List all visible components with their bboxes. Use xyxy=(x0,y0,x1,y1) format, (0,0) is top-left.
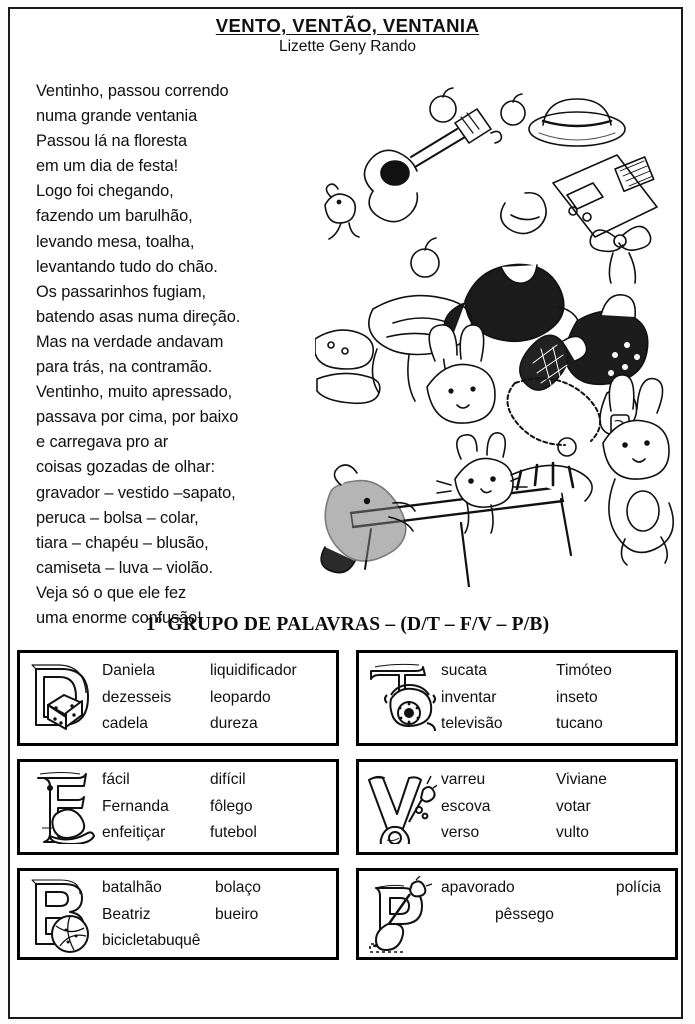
word-box-f[interactable] xyxy=(17,759,339,855)
word-row xyxy=(102,794,332,821)
word: futebol xyxy=(210,824,257,842)
apple-shape xyxy=(411,238,439,277)
word: verso xyxy=(441,824,480,842)
word-box-row xyxy=(17,650,678,746)
word-list xyxy=(437,875,671,928)
word: Timóteo xyxy=(556,662,612,680)
word: apavorado xyxy=(441,879,515,896)
shoe-shape xyxy=(315,330,380,403)
word-row xyxy=(441,820,671,847)
word: inseto xyxy=(556,688,598,706)
word-row xyxy=(102,767,332,794)
word-row xyxy=(441,658,671,685)
word-row xyxy=(102,928,332,955)
word: liquidificador xyxy=(210,662,297,680)
hat-shape xyxy=(529,99,625,146)
word-box-d[interactable] xyxy=(17,650,339,746)
word-row xyxy=(102,902,332,929)
word-row xyxy=(102,658,332,685)
word-row xyxy=(441,875,671,902)
word: fôlego xyxy=(210,797,253,815)
poem-line: passava por cima, por baixo xyxy=(36,408,239,427)
word-list xyxy=(98,658,332,738)
rabbit-shape xyxy=(603,375,673,565)
word-groups-container xyxy=(17,650,678,973)
poem-line: Passou lá na floresta xyxy=(36,132,187,151)
poem-line: para trás, na contramão. xyxy=(36,358,213,377)
word-row xyxy=(441,685,671,712)
letter-t-telephone-icon xyxy=(365,659,437,737)
author-name: Lizette Geny Rando xyxy=(278,38,416,56)
poem-line: camiseta – luva – violão. xyxy=(36,558,213,577)
word: polícia xyxy=(615,879,661,896)
poem-line: numa grande ventania xyxy=(36,107,198,126)
word: bolaço xyxy=(215,879,261,896)
word: pêssego xyxy=(495,905,554,923)
wind-objects-illustration xyxy=(315,87,683,587)
poem-line: tiara – chapéu – blusão, xyxy=(36,533,209,552)
word: bueiro xyxy=(215,905,259,923)
word: dezesseis xyxy=(102,688,172,706)
word: sucata xyxy=(441,662,487,680)
dog-shape xyxy=(321,465,415,573)
poem-line: levantando tudo do chão. xyxy=(36,257,218,276)
word: vulto xyxy=(556,824,589,842)
letter-v-violin-icon xyxy=(365,768,437,846)
poem-line: Mas na verdade andavam xyxy=(36,332,224,351)
poem-line: e carregava pro ar xyxy=(36,433,169,452)
poem-line: coisas gozadas de olhar: xyxy=(36,458,215,477)
word-box-row xyxy=(17,759,678,855)
word: difícil xyxy=(210,771,246,789)
word-row xyxy=(441,794,671,821)
poem-line: Ventinho, muito apressado, xyxy=(36,383,233,402)
necklace-shape xyxy=(507,378,600,456)
word-box-t[interactable] xyxy=(356,650,678,746)
word-row xyxy=(102,711,332,738)
letter-f-iron-icon xyxy=(26,768,98,846)
word: dureza xyxy=(210,715,258,733)
word-box-b[interactable] xyxy=(17,868,339,960)
poem-line: Ventinho, passou correndo xyxy=(36,82,229,100)
rabbit-shape xyxy=(427,325,495,423)
poem-line: fazendo um barulhão, xyxy=(36,207,193,226)
word: Daniela xyxy=(102,662,155,680)
word-row xyxy=(441,902,671,929)
word: televisão xyxy=(441,715,503,733)
poem-line: levando mesa, toalha, xyxy=(36,232,195,251)
poem-line: Logo foi chegando, xyxy=(36,182,174,201)
poem-line: peruca – bolsa – colar, xyxy=(36,508,199,527)
guitar-shape xyxy=(364,109,501,222)
poem-line: em um dia de festa! xyxy=(36,157,179,176)
word-box-row xyxy=(17,868,678,960)
letter-p-shovel-icon xyxy=(365,875,437,955)
word: Viviane xyxy=(556,771,607,789)
word-list xyxy=(98,767,332,847)
word: escova xyxy=(441,797,491,815)
page-title: VENTO, VENTÃO, VENTANIA xyxy=(215,15,480,36)
poem-line: Os passarinhos fugiam, xyxy=(36,282,206,301)
poem-line: uma enorme confusão! xyxy=(36,608,202,627)
word: leopardo xyxy=(210,688,271,706)
word-list xyxy=(98,875,332,955)
word: fácil xyxy=(102,771,130,789)
poem-line: batendo asas numa direção. xyxy=(36,307,241,326)
word: Fernanda xyxy=(102,797,169,815)
document-header xyxy=(10,15,685,56)
word-list xyxy=(437,658,671,738)
letter-b-ball-icon xyxy=(26,875,98,955)
letter-d-dice-icon xyxy=(26,659,98,737)
word-row xyxy=(441,711,671,738)
sleeve-shape xyxy=(501,193,546,234)
word: varreu xyxy=(441,771,486,789)
word-box-v[interactable] xyxy=(356,759,678,855)
word-row xyxy=(102,685,332,712)
apple-shape xyxy=(430,88,456,122)
word-row xyxy=(102,820,332,847)
word-list xyxy=(437,767,671,847)
page-border-frame xyxy=(8,7,683,1019)
poem-text xyxy=(36,79,321,631)
bird-shape xyxy=(325,184,359,239)
poem-line: Veja só o que ele fez xyxy=(36,583,187,602)
word: votar xyxy=(556,797,591,815)
radio-shape xyxy=(553,155,657,237)
word: enfeitiçar xyxy=(102,824,166,842)
word: Beatriz xyxy=(102,905,151,923)
word: batalhão xyxy=(102,879,162,896)
group-heading: 1º GRUPO DE PALAVRAS – (D/T – F/V – P/B) xyxy=(145,614,550,635)
word-row xyxy=(102,875,332,902)
apple-shape xyxy=(501,94,525,125)
cat-shape xyxy=(437,433,592,533)
word-row xyxy=(441,767,671,794)
word: inventar xyxy=(441,688,497,706)
poem-line: gravador – vestido –sapato, xyxy=(36,483,236,502)
word: bicicletabuquê xyxy=(102,932,201,949)
word: tucano xyxy=(556,715,603,733)
word: cadela xyxy=(102,715,148,733)
word-box-p[interactable] xyxy=(356,868,678,960)
